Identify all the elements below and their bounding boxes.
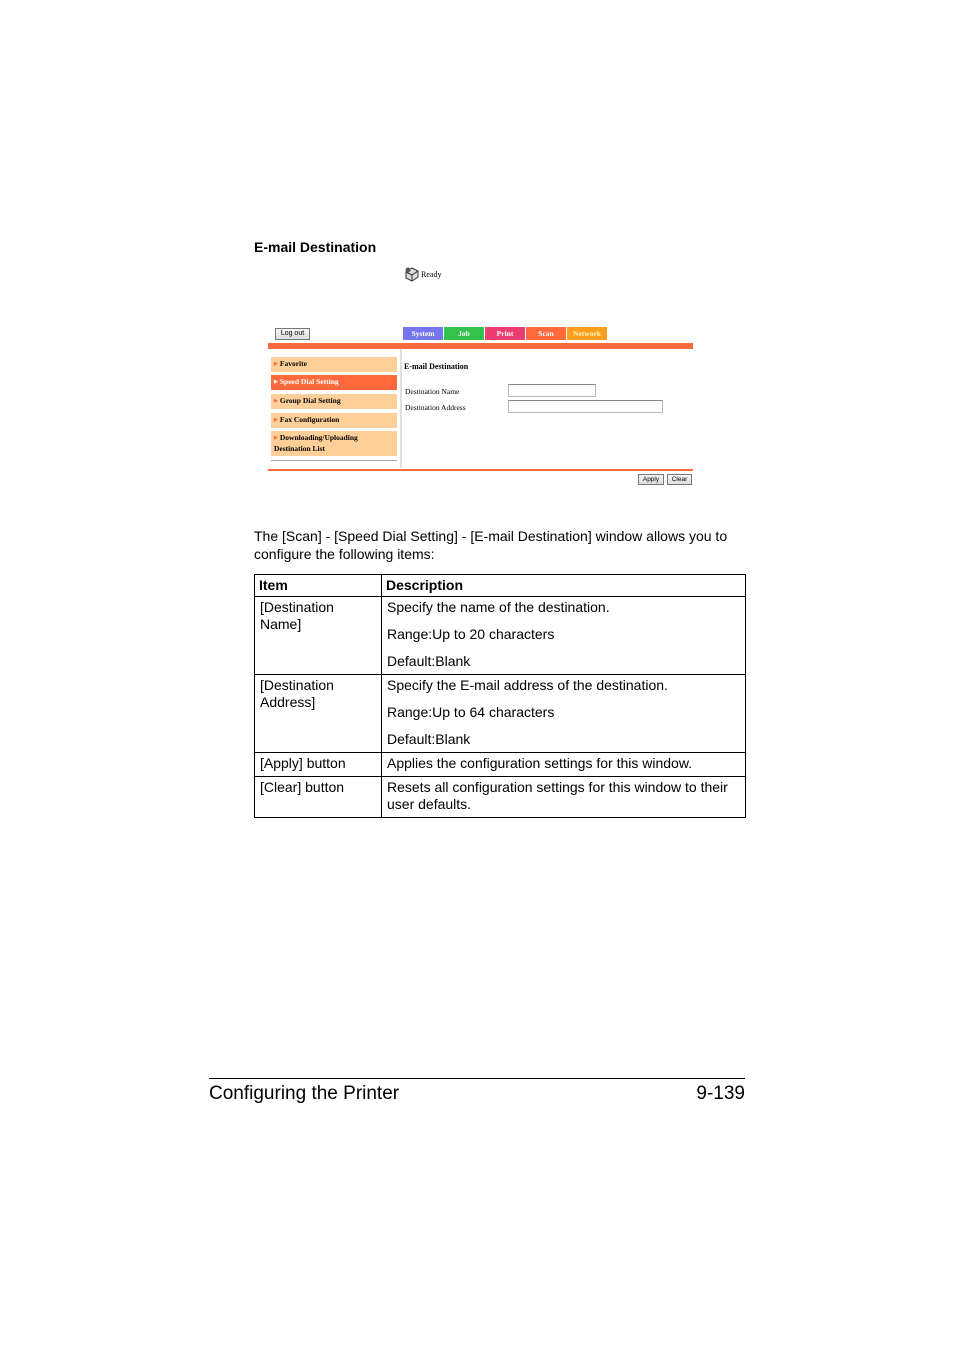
top-tabs bbox=[403, 327, 607, 340]
description-line: Specify the E-mail address of the destination. bbox=[387, 677, 668, 693]
arrow-right-icon: ▶ bbox=[274, 380, 278, 385]
description-line: Specify the name of the destination. bbox=[387, 599, 610, 615]
description-cell bbox=[382, 777, 746, 818]
tab-system[interactable]: System bbox=[403, 327, 443, 340]
description-cell bbox=[382, 753, 746, 777]
item-cell bbox=[255, 597, 382, 675]
tab-print[interactable]: Print bbox=[485, 327, 525, 340]
description-cell bbox=[382, 597, 746, 675]
apply-button[interactable]: Apply bbox=[638, 474, 664, 485]
menu-label: Speed Dial Setting bbox=[279, 377, 339, 386]
description-line: Range:Up to 64 characters bbox=[387, 704, 555, 720]
description-line: Resets all configuration settings for this window to their user defaults. bbox=[387, 779, 728, 812]
table-row bbox=[255, 777, 746, 818]
arrow-right-icon: ▶ bbox=[274, 418, 278, 423]
arrow-right-icon: ▶ bbox=[274, 362, 278, 367]
destination-address-field[interactable] bbox=[508, 400, 663, 413]
menu-label-line2: Destination List bbox=[274, 444, 326, 453]
item-cell bbox=[255, 675, 382, 753]
item-cell: [Clear] button bbox=[255, 777, 382, 818]
items-table bbox=[254, 574, 746, 818]
logout-button[interactable]: Log out bbox=[275, 328, 310, 340]
menu-item-favorite[interactable] bbox=[271, 357, 397, 372]
description-line: Default:Blank bbox=[387, 653, 471, 669]
table-row bbox=[255, 753, 746, 777]
item-line-2: Name] bbox=[260, 616, 302, 632]
menu-item-downloading-uploading[interactable] bbox=[271, 431, 397, 456]
table-header-row bbox=[255, 575, 746, 597]
menu-item-group-dial-setting[interactable] bbox=[271, 394, 397, 409]
description-cell bbox=[382, 675, 746, 753]
status-text: Ready bbox=[421, 270, 442, 279]
form-title: E-mail Destination bbox=[404, 362, 469, 371]
menu-item-fax-configuration[interactable] bbox=[271, 413, 397, 428]
tab-network[interactable]: Network bbox=[567, 327, 607, 340]
header-bar bbox=[268, 343, 693, 349]
table-row bbox=[255, 597, 746, 675]
intro-paragraph bbox=[254, 528, 754, 563]
item-line-1: [Destination bbox=[260, 677, 334, 693]
footer-bar bbox=[268, 469, 693, 471]
header-item: Item bbox=[255, 575, 382, 597]
destination-name-field[interactable] bbox=[508, 384, 596, 397]
destination-name-label: Destination Name bbox=[405, 387, 460, 396]
footer-rule bbox=[209, 1078, 745, 1079]
menu-item-speed-dial-setting[interactable] bbox=[271, 375, 397, 390]
item-line-2: Address] bbox=[260, 694, 316, 710]
clear-button[interactable]: Clear bbox=[667, 474, 692, 485]
embedded-screenshot bbox=[0, 0, 954, 500]
menu-label: Favorite bbox=[279, 359, 307, 368]
menu-label: Group Dial Setting bbox=[279, 396, 341, 405]
footer-title: Configuring the Printer bbox=[209, 1083, 400, 1104]
table-row bbox=[255, 675, 746, 753]
menu-label: Downloading/Uploading bbox=[279, 433, 358, 442]
tab-job[interactable]: Job bbox=[444, 327, 484, 340]
item-cell: [Apply] button bbox=[255, 753, 382, 777]
menu-label: Fax Configuration bbox=[279, 415, 340, 424]
header-description: Description bbox=[382, 575, 746, 597]
arrow-right-icon: ▶ bbox=[274, 436, 278, 441]
printer-status-icon bbox=[403, 266, 420, 283]
page-number: 9-139 bbox=[696, 1083, 745, 1104]
column-divider bbox=[400, 349, 402, 468]
description-line: Default:Blank bbox=[387, 731, 471, 747]
intro-line-2: configure the following items: bbox=[254, 545, 435, 562]
menu-divider bbox=[271, 460, 397, 461]
section-heading: E-mail Destination bbox=[254, 239, 377, 255]
arrow-right-icon: ▶ bbox=[274, 399, 278, 404]
intro-line-1: The [Scan] - [Speed Dial Setting] - [E-mail Destination] window allows you to bbox=[254, 528, 728, 544]
description-line: Range:Up to 20 characters bbox=[387, 626, 555, 642]
description-line: Applies the configuration settings for this window. bbox=[387, 755, 693, 771]
tab-scan[interactable]: Scan bbox=[526, 327, 566, 340]
item-line-1: [Destination bbox=[260, 599, 334, 615]
destination-address-label: Destination Address bbox=[405, 403, 466, 412]
